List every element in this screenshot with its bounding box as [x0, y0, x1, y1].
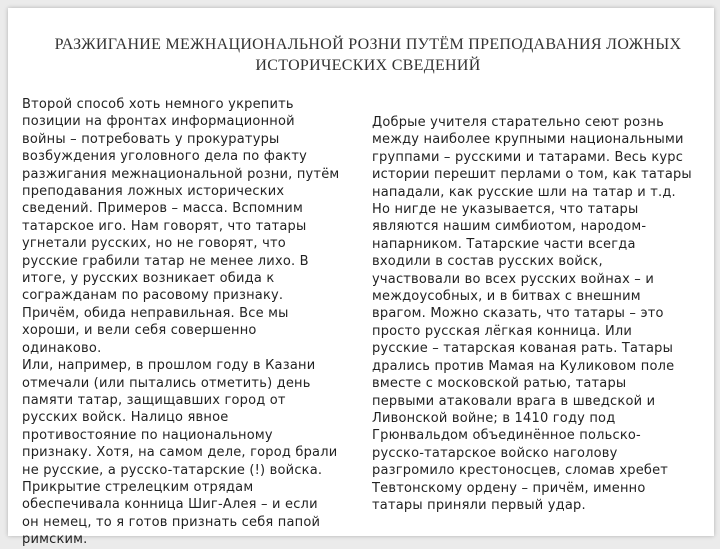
right-column-text: Добрые учителя старательно сеют рознь между наиболее крупными национальными группами – русскими и татарами. Весь курс истории перешит перлами о том, как татары нападали, как русские шли на татар и т.д. Но нигде не указывается, что татары являются нашим симбиотом, народом- напарником. Татарские части всегда входили в состав русских войск, участвовали во всех русских войнах – и междоусобных, и в битвах с внешним врагом. Можно сказать, что татары – это просто русская лёгкая конница. Или русские – татарская кованая рать. Татары дрались против Мамая на Куликовом поле вместе с московской ратью, татары первыми атаковали врага в шведской и Ливонской войне; в 1410 году под Грюнвальдом объединённое польско- русско-татарское войско наголову разгромило крестоносцев, сломав хребет Тевтонскому ордену – причём, именно татары приняли первый удар. [372, 115, 692, 513]
slide [8, 8, 714, 548]
left-column-text: Второй способ хоть немного укрепить позиции на фронтах информационной войны – потребовать у прокуратуры возбуждения уголовного дела по факту разжигания межнациональной розни, путём преподавания ложных исторических сведений. Примеров – масса. Вспомним татарское иго. Нам говорят, что татары угнетали русских, но не говорят, что русские грабили татар не менее лихо. В итоге, у русских возникает обида к согражданам по расовому признаку. Причём, обида неправильная. Все мы хороши, и вели себя совершенно одинаково. Или, например, в прошлом году в Казани отмечали (или пытались отметить) день памяти татар, защищавших город от русских войск. Налицо явное противостояние по национальному признаку. Хотя, на самом деле, город брали не русские, а русско-татарские (!) войска. Прикрытие стрелецким отрядам обеспечивала конница Шиг-Алея – и если он немец, то я готов признать себя папой римским. [22, 97, 340, 548]
slide-title: РАЗЖИГАНИЕ МЕЖНАЦИОНАЛЬНОЙ РОЗНИ ПУТЁМ ПРЕПОДАВАНИЯ ЛОЖНЫХ ИСТОРИЧЕСКИХ СВЕДЕНИЙ [54, 36, 682, 74]
